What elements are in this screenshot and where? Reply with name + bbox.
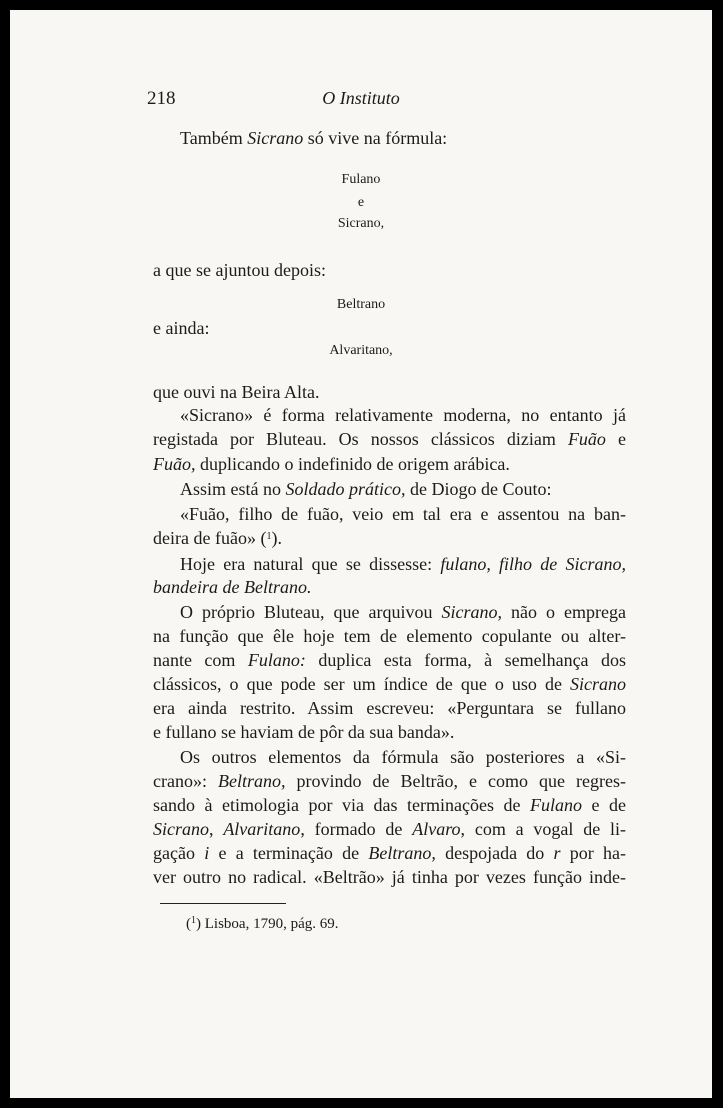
page-number: 218 <box>147 88 176 109</box>
text-line: deira de fuão» ($^1$). <box>153 528 282 548</box>
text-line: era ainda restrito. Assim escreveu: «Perguntara se fullano <box>153 698 626 718</box>
book-page <box>10 10 712 1098</box>
text-line: que ouvi na Beira Alta. <box>153 382 320 402</box>
footnote: ($^1$) Lisboa, 1790, pág. 69. <box>186 915 339 932</box>
footnote-rule <box>160 903 286 904</box>
text-line: Sicrano, Alvaritano, formado de Alvaro, com a vogal de li- <box>153 819 627 839</box>
text-line: a que se ajuntou depois: <box>153 260 326 280</box>
text-line: Os outros elementos da fórmula são posteriores a «Si- <box>180 747 626 767</box>
text-line: e ainda: <box>153 318 210 338</box>
formula-fulano: Fulano <box>341 172 381 187</box>
running-title: O Instituto <box>322 88 400 108</box>
formula-e: e <box>357 195 365 210</box>
formula-alvaritano: Alvaritano, <box>329 343 393 358</box>
text-line: «Sicrano» é forma relativamente moderna, no entanto já <box>180 405 626 425</box>
formula-sicrano: Sicrano, <box>337 216 385 231</box>
text-line: nante com Fulano: duplica esta forma, à semelhança dos <box>153 650 626 670</box>
footnote-ref: 1 <box>266 531 272 542</box>
text-line: ver outro no radical. «Beltrão» já tinha por vezes função inde- <box>153 867 626 887</box>
text-line: Assim está no Soldado prático, de Diogo de Couto: <box>180 479 552 499</box>
formula-beltrano: Beltrano <box>336 297 386 312</box>
text-line: e fullano se haviam de pôr da sua banda». <box>153 722 455 742</box>
text-line: Fuão, duplicando o indefinido de origem arábica. <box>153 454 510 474</box>
text-line: Também Sicrano só vive na fórmula: <box>180 128 448 148</box>
text-line: gação i e a terminação de Beltrano, despojada do r por ha- <box>153 843 626 863</box>
text-line: na função que êle hoje tem de elemento copulante ou alter- <box>153 626 626 646</box>
text-line: crano»: Beltrano, provindo de Beltrão, e como que regres- <box>153 771 626 791</box>
text-line: sando à etimologia por via das terminações de Fulano e de <box>153 795 626 815</box>
text-line: «Fuão, filho de fuão, veio em tal era e assentou na ban- <box>180 504 626 524</box>
text-line: clássicos, o que pode ser um índice de que o uso de Sicrano <box>153 674 626 694</box>
text-line: O próprio Bluteau, que arquivou Sicrano, não o emprega <box>180 602 627 622</box>
text-line: bandeira de Beltrano. <box>153 577 312 597</box>
text-line: Hoje era natural que se dissesse: fulano, filho de Sicrano, <box>180 554 626 574</box>
text-line: registada por Bluteau. Os nossos clássicos diziam Fuão e <box>153 429 626 449</box>
